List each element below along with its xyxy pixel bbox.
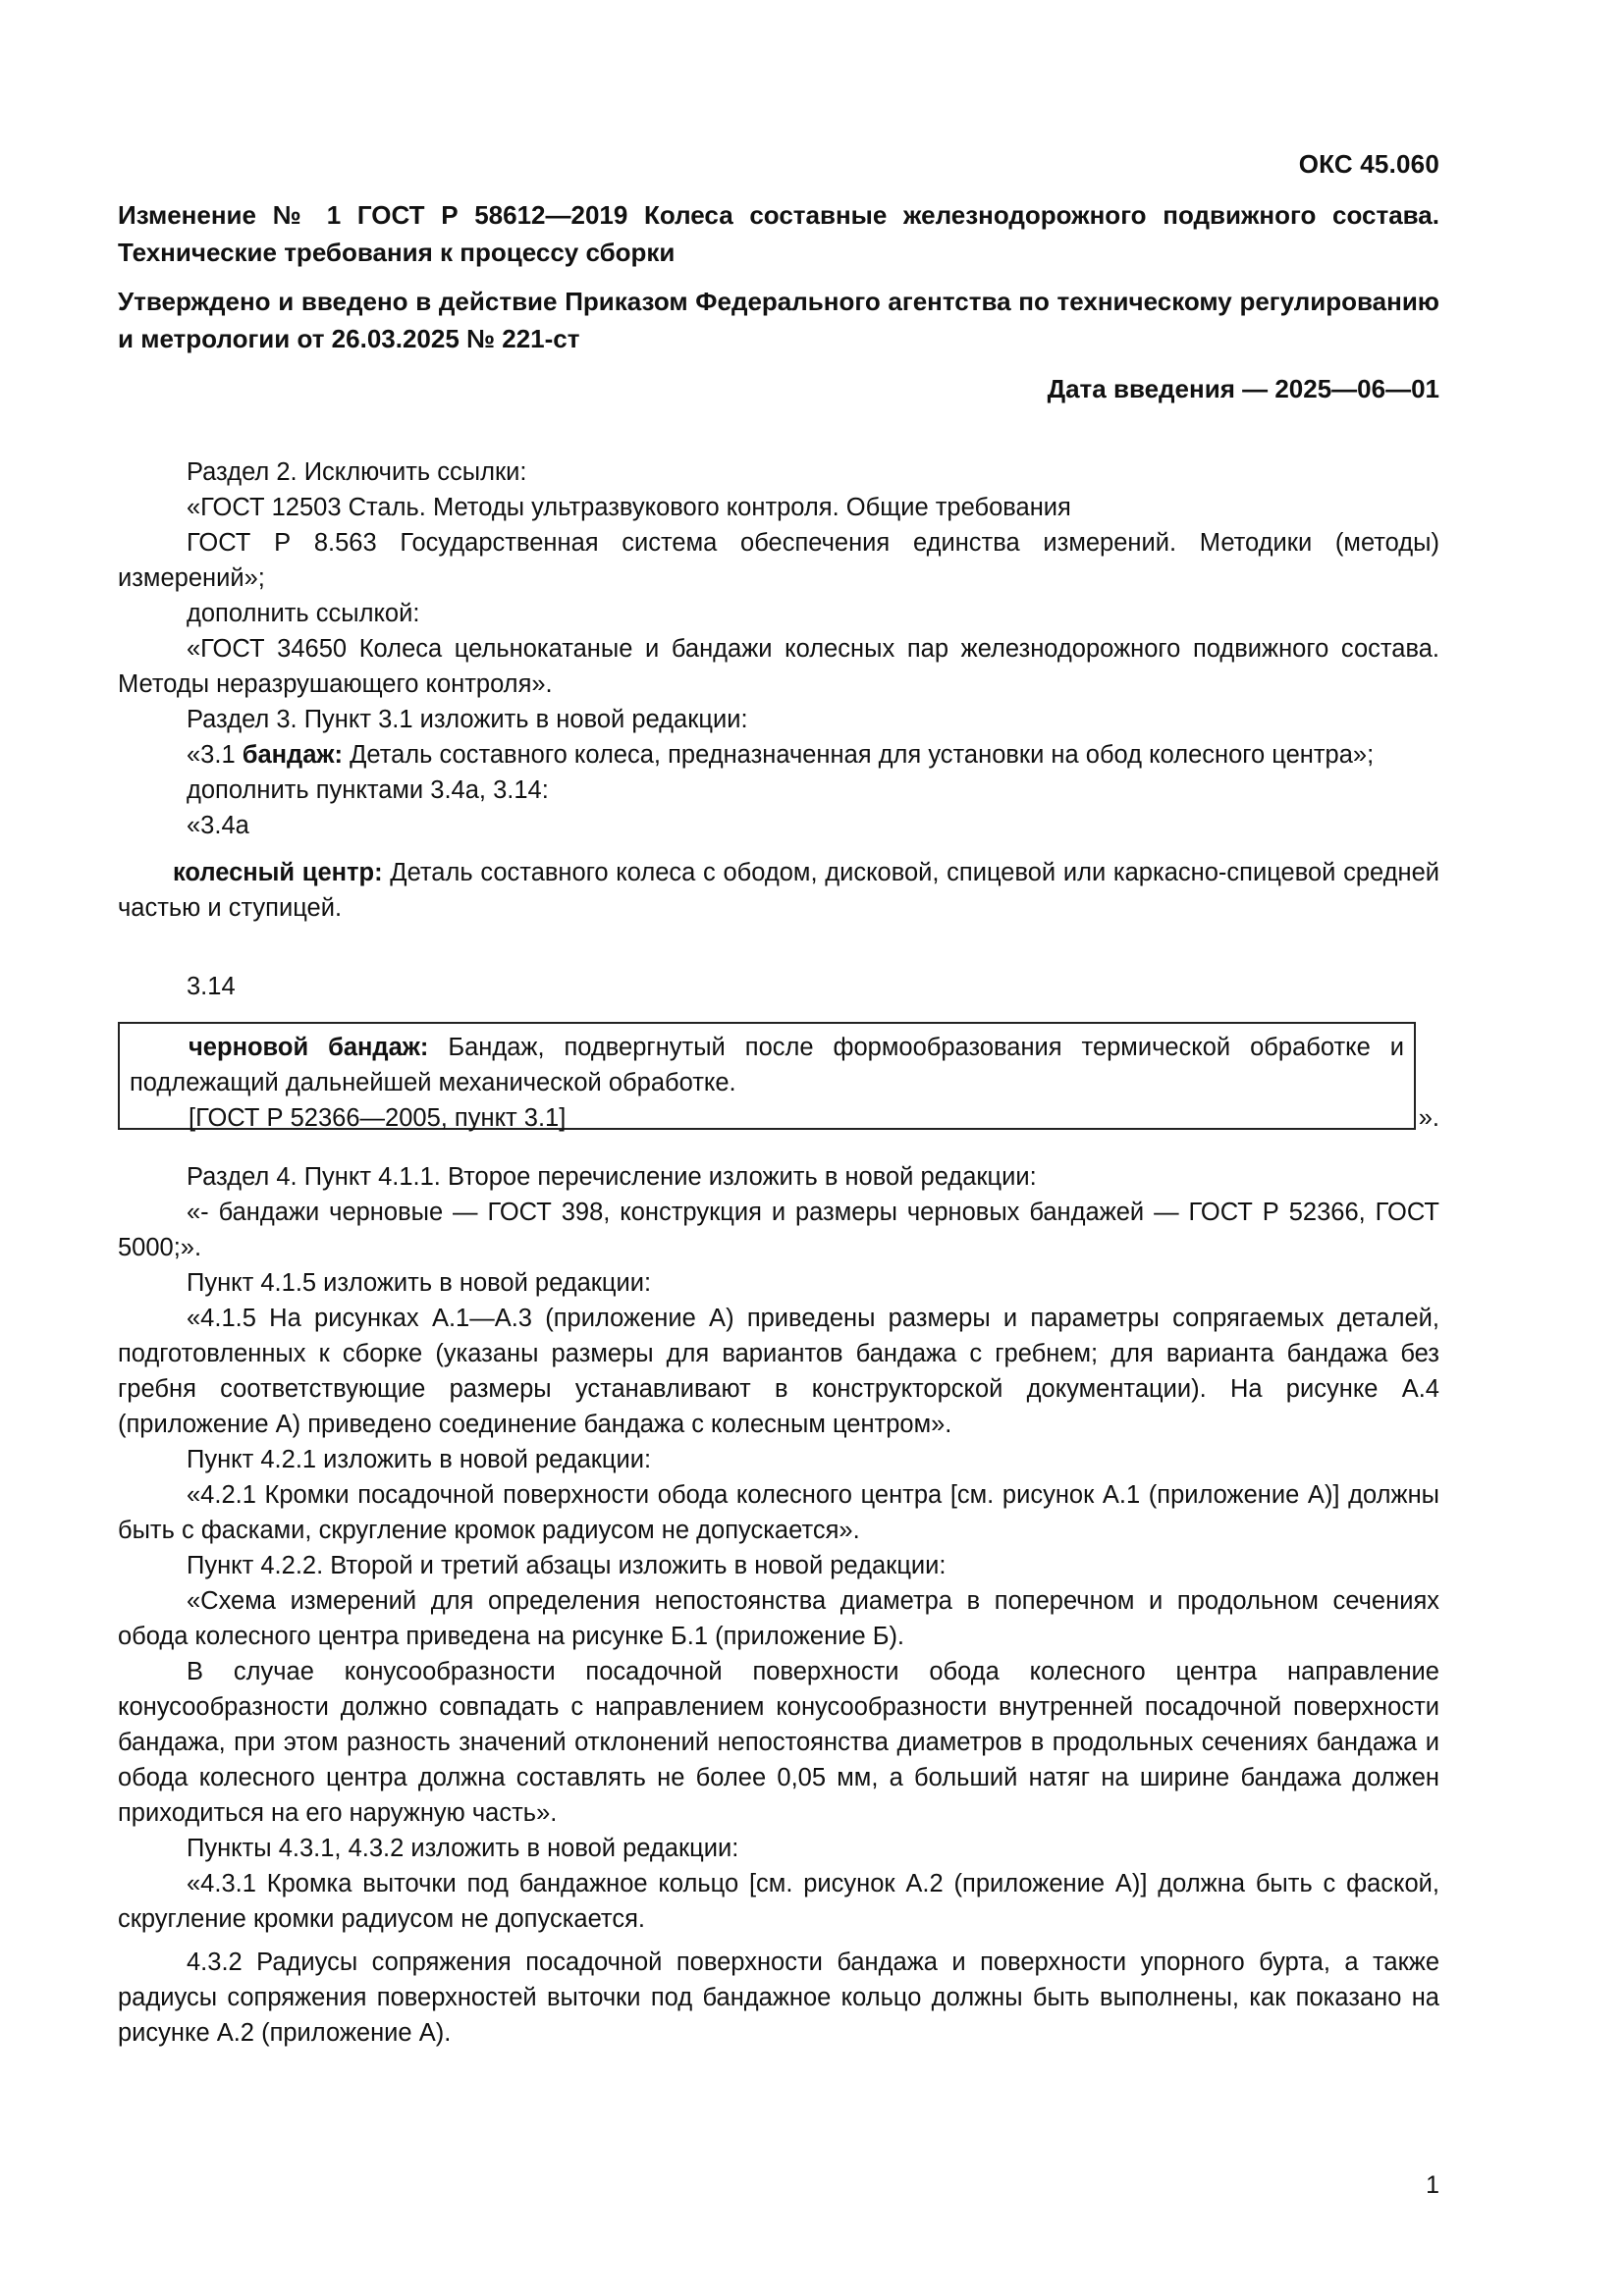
term-kolesny-tsentr: колесный центр: [173, 859, 383, 886]
paragraph: «4.2.1 Кромки посадочной поверхности обода колесного центра [см. рисунок А.1 (приложение А)] должны быть с фасками, скругление кромок радиусом не допускается». [118, 1481, 1439, 1544]
term-number: «3.1 [187, 741, 243, 769]
term-definition-3-4a [118, 855, 1439, 926]
paragraph: Пункт 4.2.1 изложить в новой редакции: [187, 1446, 652, 1473]
paragraph: «4.1.5 На рисунках А.1—А.3 (приложение А) приведены размеры и параметры сопрягаемых деталей, подготовленных к сборке (указаны размеры для вариантов бандажа с гребнем; для варианта бандажа без гребня соответствующие размеры устанавливают в конструкторской документации). На рисунке А.4 (приложение А) приведено соединение бандажа с колесным центром». [118, 1305, 1439, 1438]
paragraph: Пункт 4.1.5 изложить в новой редакции: [187, 1269, 652, 1297]
closing-quote: ». [1418, 1104, 1439, 1132]
paragraph: Пункты 4.3.1, 4.3.2 изложить в новой редакции: [187, 1835, 739, 1862]
approval-statement: Утверждено и введено в действие Приказом Федерального агентства по техническому регулированию и метрологии от 26.03.2025 № 221-ст [118, 287, 1439, 353]
paragraph: «- бандажи черновые — ГОСТ 398, конструкция и размеры черновых бандажей — ГОСТ Р 52366, ГОСТ 5000;». [118, 1199, 1439, 1261]
paragraph: дополнить пунктами 3.4а, 3.14: [187, 776, 549, 804]
term-reference: [ГОСТ Р 52366—2005, пункт 3.1] [189, 1104, 567, 1132]
paragraph: «3.4а [187, 812, 249, 839]
term-text: Бандаж, подвергнутый после формообразования термической обработке и подлежащий дальнейшей механической обработке. [130, 1034, 1405, 1096]
paragraph: Раздел 3. Пункт 3.1 изложить в новой редакции: [187, 706, 748, 733]
paragraph: Раздел 2. Исключить ссылки: [187, 458, 527, 486]
paragraph: 4.3.2 Радиусы сопряжения посадочной поверхности бандажа и поверхности упорного бурта, а также радиусы сопряжения поверхностей выточки под бандажное кольцо должны быть выполнены, как показано на рисунке А.2 (приложение А). [118, 1949, 1439, 2047]
term-definition-3-14 [130, 1030, 1404, 1100]
term-definition-3-1 [118, 737, 1439, 773]
paragraph: «ГОСТ 34650 Колеса цельнокатаные и бандажи колесных пар железнодорожного подвижного состава. Методы неразрушающего контроля». [118, 635, 1439, 698]
introduction-date: Дата введения — 2025—06—01 [1047, 374, 1439, 403]
paragraph: дополнить ссылкой: [187, 600, 420, 627]
okc-code: ОКС 45.060 [1298, 149, 1439, 179]
paragraph: Раздел 4. Пункт 4.1.1. Второе перечисление изложить в новой редакции: [187, 1163, 1037, 1191]
term-text: Деталь составного колеса, предназначенная для установки на обод колесного центра»; [343, 741, 1375, 769]
paragraph: ГОСТ Р 8.563 Государственная система обеспечения единства измерений. Методики (методы) измерений»; [118, 529, 1439, 592]
document-body [118, 454, 1439, 2051]
term-box-wrapper [118, 1022, 1439, 1140]
term-bandazh: бандаж: [242, 741, 343, 769]
page-number: 1 [1426, 2171, 1439, 2199]
term-box [118, 1022, 1416, 1130]
paragraph: В случае конусообразности посадочной поверхности обода колесного центра направление конусообразности должно совпадать с направлением конусообразности внутренней посадочной поверхности бандажа, при этом разность значений отклонений непостоянства диаметров в продольных сечениях бандажа и обода колесного центра должна составлять не более 0,05 мм, а больший натяг на ширине бандажа должен приходиться на его наружную часть». [118, 1658, 1439, 1827]
paragraph: «Схема измерений для определения непостоянства диаметра в поперечном и продольном сечениях обода колесного центра приведена на рисунке Б.1 (приложение Б). [118, 1587, 1439, 1650]
paragraph: «4.3.1 Кромка выточки под бандажное кольцо [см. рисунок А.2 (приложение А)] должна быть с фаской, скругление кромки радиусом не допускается. [118, 1870, 1439, 1933]
paragraph: «ГОСТ 12503 Сталь. Методы ультразвукового контроля. Общие требования [187, 494, 1071, 521]
amendment-title: Изменение № 1 ГОСТ Р 58612—2019 Колеса составные железнодорожного подвижного состава. Технические требования к процессу сборки [118, 200, 1439, 267]
paragraph: Пункт 4.2.2. Второй и третий абзацы изложить в новой редакции: [187, 1552, 947, 1579]
term-text: Деталь составного колеса с ободом, дисковой, спицевой или каркасно-спицевой средней частью и ступицей. [118, 859, 1440, 922]
paragraph: 3.14 [187, 973, 236, 1000]
term-chernovoy-bandazh: черновой бандаж: [189, 1034, 429, 1061]
